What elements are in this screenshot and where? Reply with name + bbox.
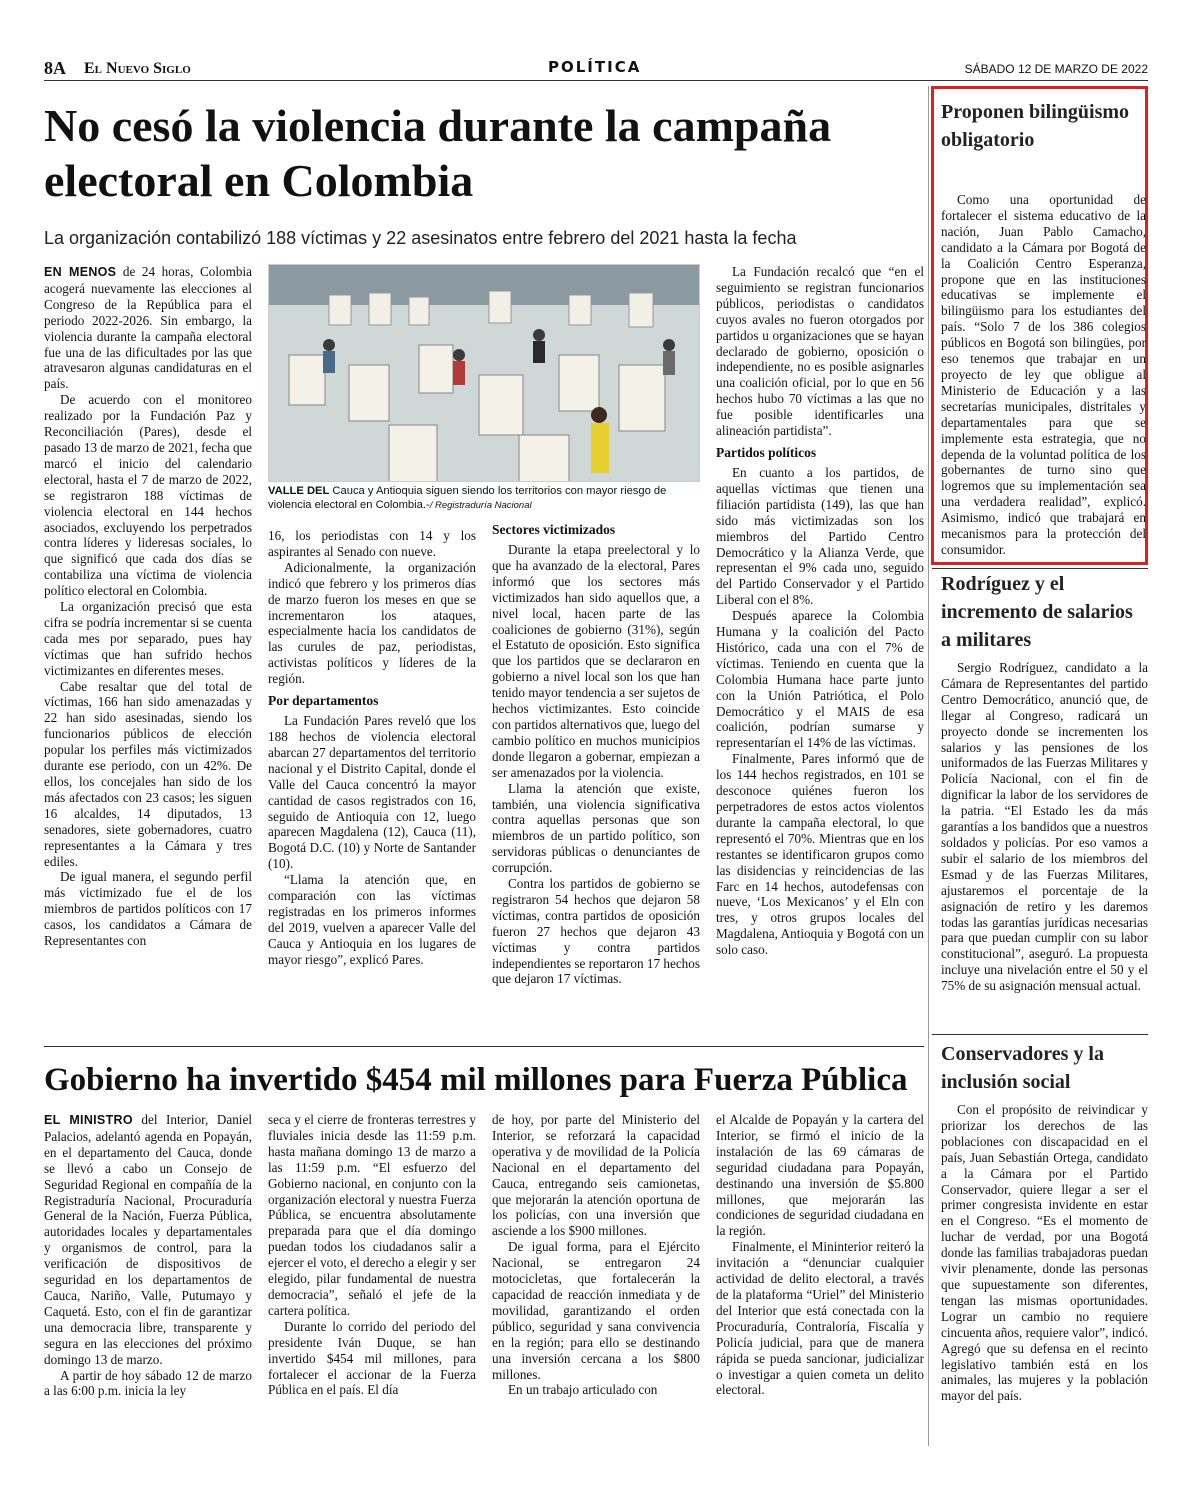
main-col3-paragraph: Durante la etapa preelectoral y lo que ha avanzado de la electoral, Pares informó que los sectores más victimizados han sido aquellos que, a nivel local, hacen parte de las coaliciones de gobierno (31%), según el Estatuto de oposición. Esto significa que los partidos que se declararon en gobierno a nivel local son los que han tenido mayor tendencia a ser sujetos de hechos victimizantes. Esto coincide con partidos alternativos que, luego del cambio político en muchos municipios donde llegaron a gobernar, empiezan a ser amenazados por la violencia. xyxy=(492,542,700,780)
main-headline: No cesó la violencia durante la campaña electoral en Colombia xyxy=(44,100,832,206)
photo-credit: / Registraduría Nacional xyxy=(429,500,532,511)
newspaper-name: El Nuevo Siglo xyxy=(84,60,191,77)
main-col4-paragraph: Después aparece la Colombia Humana y la coalición del Pacto Histórico, cada una con el 7% de víctimas. Teniendo en cuenta que la Colombia Humana hace parte junto con la Unión Patriótica, el Polo Democrático y el MAIS de esa coalición, podrían sumarse y representarían el 14% de las víctimas. xyxy=(716,608,924,751)
second-col2-paragraph: seca y el cierre de fronteras terrestres y fluviales inicia desde las 11:59 p.m. hasta mañana domingo 13 de marzo a las 11:59 p.m. “El esfuerzo del Gobierno nacional, en conjunto con la organización electoral y nuestra Fuerza Pública, se encuentra absolutamente preparada para que el día domingo puedan todos los ciudadanos salir a ejercer el voto, el derecho a elegir y ser elegido, pilar fundamental de nuestra democracia”, señaló el jefe de la cartera política. xyxy=(268,1112,476,1318)
main-column-4 xyxy=(716,264,924,958)
main-col4-paragraph: Finalmente, Pares informó que de los 144 hechos registrados, en 101 se desconoce quiénes fueron los perpetradores de estos actos violentos durante la campaña electoral, lo que representó el 70%. Mientras que en los restantes se identificaron grupos como las disidencias y reincidencias de las Farc en 14 hechos, autodefensas con nueve, ‘Los Mexicanos’ y el Eln con tres, y otros grupos locales del Magdalena, Antioquia y Bogotá con un solo caso. xyxy=(716,751,924,958)
paragraph-text: de 24 horas, Colombia acogerá nuevamente las elecciones al Congreso de la República para el periodo 2022-2026. Sin embargo, la violencia durante la campaña electoral fue una de las dificultades por las que atravesaron algunas candidaturas en el país. xyxy=(44,264,253,392)
sidebar-story-2-text xyxy=(941,660,1148,994)
lead-in: EN MENOS xyxy=(44,265,117,279)
second-col2-paragraph: Durante lo corrido del periodo del presidente Iván Duque, se han invertido $454 mil millones, para fortalecer el accionar de la Fuerza Pública en el país. El día xyxy=(268,1318,476,1398)
main-col1-paragraph xyxy=(44,264,252,392)
main-col1-paragraph: De acuerdo con el monitoreo realizado por la Fundación Paz y Reconciliación (Pares), desde el pasado 13 de marzo de 2021, fecha que marcó el inicio del calendario electoral, hasta el 7 de marzo de 2022, se registraron 188 víctimas de violencia electoral en 144 hechos asociados, excluyendo los perpetrados contra líderes y lideresas sociales, lo que significó que cada dos días se contabiliza una víctima de violencia político electoral en Colombia. xyxy=(44,392,252,599)
sidebar-story-3-title: Conservadores y la inclusión social xyxy=(941,1043,1104,1093)
section-subhead: Partidos políticos xyxy=(716,444,817,460)
lead-in: EL MINISTRO xyxy=(44,1113,133,1127)
sidebar-story-3-text xyxy=(941,1102,1148,1404)
main-column-1 xyxy=(44,264,252,949)
paragraph-text: del Interior, Daniel Palacios, adelantó agenda en Popayán, en el departamento del Cauca, donde se llevó a cabo un Consejo de Seguridad Regional en compañía de la Registraduría Nacional, Procuraduría General de la Nación, Fuerza Pública, autoridades locales y departamentales y organismos de control, para la verificación de dispositivos de seguridad en los departamentos de Cauca, Nariño, Valle, Putumayo y Caquetá. Esto, con el fin de garantizar una democracia libre, transparente y segura en las elecciones del próximo domingo 13 de marzo. xyxy=(44,1112,252,1367)
main-col1-paragraph: Cabe resaltar que del total de víctimas, 166 han sido amenazadas y 22 han sido asesinadas, siendo los funcionarios públicos de elección popular los perfiles más victimizados durante ese periodo, con un 42%. De ellos, los concejales han sido de los más afectados con 23 casos; les siguen 16 alcaldes, 14 diputados, 13 senadores, siete gobernadores, cuatro representantes a la Cámara y tres ediles. xyxy=(44,678,252,869)
caption-text: Cauca y Antioquia siguen siendo los territorios con mayor riesgo de violencia electoral en Colombia.- xyxy=(268,485,667,511)
main-col1-paragraph: De igual manera, el segundo perfil más victimizado fue el de los miembros de partidos políticos con 17 casos, los candidatos a Cámara de Representantes con xyxy=(44,869,252,949)
second-column-3 xyxy=(492,1112,700,1398)
sidebar-rule xyxy=(932,1034,1148,1035)
sidebar-divider xyxy=(928,86,929,1446)
sidebar-paragraph: Con el propósito de reivindicar y priorizar los derechos de las poblaciones con discapacidad en el país, Juan Sebastián Ortega, candidato a la Cámara por el Partido Conservador, quiere llegar a ser el primer congresista invidente en estar en el Congreso. “Es el momento de luchar de verdad, por una Bogotá donde las familias trabajadoras puedan vivir plenamente, donde las personas que supuestamente son diferentes, tengan las mismas oportunidades. Lograr un cambio no requiere cincuenta años, requiere valor”, indicó. Agregó que su defensa en el recinto legislativo también está en los animales, las mujeres y la población mayor del país. xyxy=(941,1102,1148,1404)
second-col1-paragraph: A partir de hoy sábado 12 de marzo a las 6:00 p.m. inicia la ley xyxy=(44,1367,252,1399)
second-col4-paragraph: Finalmente, el Mininterior reiteró la invitación a “denunciar cualquier actividad de delito electoral, a través de la plataforma “Uriel” del Ministerio del Interior que está conectada con la Procuraduría, Contraloría, Fiscalía y Policía judicial, para que de manera rápida se pueda sancionar, judicializar o investigar a quien cometa un delito electoral. xyxy=(716,1239,924,1398)
ballot-booths-photo xyxy=(268,264,700,482)
sidebar-paragraph: Sergio Rodríguez, candidato a la Cámara de Representantes del partido Centro Democrático, anunció que, de llegar al Congreso, radicará un proyecto donde se incrementen los salarios y las pensiones de los uniformados de las Fuerzas Militares y Policía Nacional, con el fin de dignificar la labor de los servidores de la patria. “El Estado les da más garantías a los bandidos que a nuestros soldados y policías. Por eso vamos a subir el salario de los miembros del Esmad y de las Fuerzas Militares, ajustaremos el porcentaje de la asignación de retiro y les daremos todas las garantías jurídicas necesarias para que puedan cumplir con su labor constitucional”, aseguró. La propuesta incluye una nivelación entre el 50 y el 75% de su asignación mensual actual. xyxy=(941,660,1148,994)
second-col1-paragraph xyxy=(44,1112,252,1368)
photo-caption xyxy=(268,484,700,513)
issue-date: SÁBADO 12 DE MARZO DE 2022 xyxy=(964,62,1148,76)
second-col3-paragraph: En un trabajo articulado con xyxy=(508,1382,658,1398)
main-column-2 xyxy=(268,528,476,968)
sidebar-story-2-title: Rodríguez y el incremento de salarios a militares xyxy=(941,573,1133,651)
main-subheadline: La organización contabilizó 188 víctimas y 22 asesinatos entre febrero del 2021 hasta la fecha xyxy=(44,228,797,248)
second-col3-paragraph: de hoy, por parte del Ministerio del Interior, se reforzará la capacidad operativa y de movilidad de la Policía Nacional en el departamento del Cauca, entregando seis camionetas, que mejorarán la atención oportuna de los policías, con una inversión que asciende a los $900 millones. xyxy=(492,1112,700,1239)
main-col4-paragraph: En cuanto a los partidos, de aquellas víctimas que tienen una filiación partidista (149), las que han sido más victimizadas son los miembros del Partido Centro Democrático y la Alianza Verde, que representan el 9% cada uno, seguido del Partido Conservador y el Partido Liberal con el 8%. xyxy=(716,464,924,608)
main-col2-paragraph: “Llama la atención que, en comparación con las víctimas registradas en los primeros informes del 2019, vuelven a aparecer Valle del Cauca y Antioquia en los lugares de mayor riesgo”, explicó Pares. xyxy=(268,872,476,967)
sidebar-story-1-title: Proponen bilingüismo obligatorio xyxy=(941,101,1130,151)
main-col4-paragraph: La Fundación recalcó que “en el seguimiento se registran funcionarios públicos, periodistas o candidatos cuyos avales no fueron otorgados por partidos u organizaciones que se hayan declarado de gobierno, oposición o independiente, no es posible asignarles una coalición oficial, por lo que en 56 hechos hubo 70 víctimas a las que no fue posible identificarles una alineación partidista”. xyxy=(716,264,924,439)
article-divider xyxy=(44,1046,924,1047)
caption-lead: VALLE DEL xyxy=(268,485,330,497)
header-rule xyxy=(44,80,1148,81)
second-column-2 xyxy=(268,1112,476,1398)
main-col3-paragraph: Contra los partidos de gobierno se registraron 54 hechos que dejaron 58 víctimas, contra partidos de oposición fueron 27 hechos que dejaron 43 víctimas y contra partidos independientes se reportaron 17 hechos que dejaron 17 víctimas. xyxy=(492,876,700,987)
second-column-1 xyxy=(44,1112,252,1399)
sidebar-paragraph: Como una oportunidad de fortalecer el sistema educativo de la nación, Juan Pablo Camacho, candidato a la Cámara por Bogotá de la Coalición Centro Esperanza, propone que en las instituciones educativas se implemente el bilingüismo para los estudiantes del país. “Solo 7 de los 386 colegios públicos en Bogotá son bilingües, por eso tenemos que trabajar en un proyecto de ley que obligue al Ministerio de Educación y a las secretarías municipales, distritales y departamentales para que se implemente esta estrategia, que no dependa de la voluntad política de los gobernantes de turno sino que logremos que su implementación sea una verdadera realidad”, explicó. Asimismo, indicó que trabajará en mecanismos para la protección del consumidor. xyxy=(941,192,1146,557)
second-col3-paragraph: De igual forma, para el Ejército Nacional, se entregaron 24 motocicletas, que fortalecerán la capacidad de reacción inmediata y de movilidad, garantizando el orden público, seguridad y sana convivencia en la región; para ello se destinando una inversión cercana a los $800 millones. xyxy=(492,1239,700,1382)
second-column-4 xyxy=(716,1112,924,1398)
main-col2-paragraph: Adicionalmente, la organización indicó que febrero y los primeros días de marzo fueron los meses en que se incrementaron los ataques, especialmente hacia los candidatos de las curules de paz, periodistas, activistas políticos y líderes de la región. xyxy=(268,559,476,687)
section-subhead: Sectores victimizados xyxy=(492,522,616,537)
section-subhead: Por departamentos xyxy=(268,693,379,709)
second-col4-paragraph: el Alcalde de Popayán y la cartera del Interior, se firmó el inicio de la instalación de las 69 cámaras de seguridad ciudadana para Popayán, destinando una inversión de $5.800 millones, que mejorarán las condiciones de seguridad ciudadana en la región. xyxy=(716,1112,924,1239)
main-column-3 xyxy=(492,522,700,987)
main-col2-paragraph: La Fundación Pares reveló que los 188 hechos de violencia electoral abarcan 27 departamentos del territorio nacional y el Distrito Capital, donde el Valle del Cauca concentró la mayor cantidad de casos registrados con 16, seguido de Antioquia con 12, luego aparecen Magdalena (12), Cauca (11), Bogotá D.C. (10) y Norte de Santander (10). xyxy=(268,713,476,872)
main-col2-paragraph: 16, los periodistas con 14 y los aspirantes al Senado con nueve. xyxy=(268,528,476,559)
sidebar-story-1-text xyxy=(941,192,1146,558)
second-headline: Gobierno ha invertido $454 mil millones para Fuerza Pública xyxy=(44,1062,908,1098)
main-col3-paragraph: Llama la atención que existe, también, una violencia significativa contra aquellas personas que son miembros de un partido político, son servidoras públicas o denunciantes de corrupción. xyxy=(492,780,700,876)
sidebar-rule xyxy=(932,568,1148,569)
page-number: 8A xyxy=(44,58,66,78)
main-col1-paragraph: La organización precisó que esta cifra se podría incrementar si se cuenta cada mes por separado, pues hay víctimas que han sufrido hechos victimizantes en diferentes meses. xyxy=(44,599,252,678)
photo-illustration xyxy=(269,265,700,482)
section-title: POLÍTICA xyxy=(548,58,642,76)
